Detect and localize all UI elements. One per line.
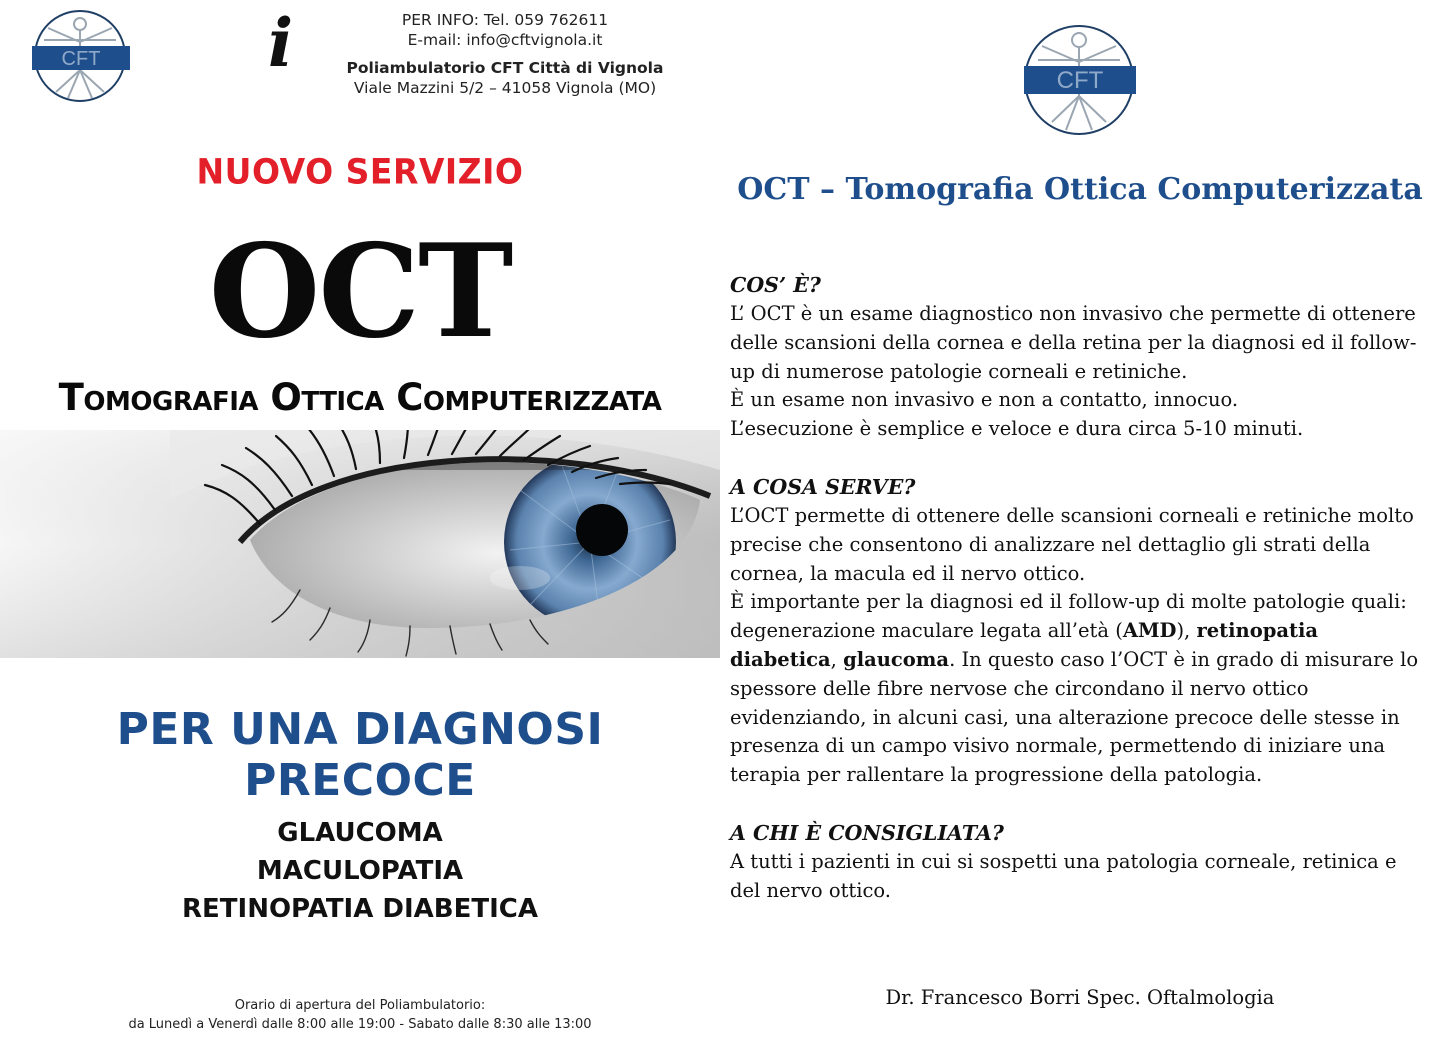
hours-detail: da Lunedì a Venerdì dalle 8:00 alle 19:00 - Sabato dalle 8:30 alle 13:00 [128,1017,592,1032]
section-text: È un esame non invasivo e non a contatto, innocuo. [730,388,1239,412]
info-icon: i [268,4,294,82]
logo-text: CFT [1056,67,1104,94]
section-heading: A CHI È CONSIGLIATA? [730,820,1004,845]
section-heading: A COSA SERVE? [730,474,916,499]
section-text: A tutti i pazienti in cui si sospetti una patologia corneale, retinica e del nervo ottico. [730,849,1397,902]
section-text: L’ OCT è un esame diagnostico non invasivo che permette di ottenere delle scansioni della cornea e della retina per la diagnosi ed il follow-up di numerose patologie corneali e retiniche. [730,302,1417,383]
email-line: E-mail: info@cftvignola.it [407,31,603,49]
oct-acronym: OCT [208,217,512,367]
phone-line: PER INFO: Tel. 059 762611 [401,11,609,29]
section-purpose [730,472,1430,790]
section-text: È importante per la diagnosi ed il follow-up di molte patologie quali: degenerazione maculare legata all’età (AMD), retinopatia diabetica, glaucoma. In questo caso l’OCT è in grado di misurare lo spessore delle fibre nervose che circondano il nervo ottico evidenziando, in alcuni casi, una alterazione precoce delle stesse in presenza di un campo visivo normale, permettendo di iniziare una terapia per rallentare la progressione della patologia. [730,590,1419,787]
doctor-signature: Dr. Francesco Borri Spec. Oftalmologia [885,986,1275,1009]
section-text: L’OCT permette di ottenere delle scansioni corneali e retiniche molto precise che consentono di analizzare nel dettaglio gli strati della cornea, la macula ed il nervo ottico. [730,503,1414,585]
cft-logo-icon [30,8,132,104]
logo-text: CFT [61,48,101,70]
article-body [730,270,1430,934]
article-title: OCT – Tomografia Ottica Computerizzata [737,172,1423,207]
section-what [730,270,1430,444]
hours-title: Orario di apertura del Poliambulatorio: [234,998,486,1013]
headline-early-diagnosis: PER UNA DIAGNOSI PRECOCE [116,704,604,806]
term-glaucoma: glaucoma [843,647,950,671]
term-retinopatia: retinopatia diabetica [730,619,1319,671]
section-text: L’esecuzione è semplice e veloce e dura circa 5-10 minuti. [730,417,1304,441]
oct-subtitle: Tomografia Ottica Computerizzata [58,376,662,419]
section-who [730,818,1430,906]
condition-item: GLAUCOMA [277,818,443,848]
condition-item: MACULOPATIA [256,856,464,886]
opening-hours [0,996,720,1034]
cft-logo-icon [1024,22,1136,138]
section-heading: COS’ È? [730,273,821,297]
address-line: Viale Mazzini 5/2 – 41058 Vignola (MO) [353,79,657,97]
organization-name: Poliambulatorio CFT Città di Vignola [346,59,664,77]
term-amd: AMD [1122,619,1177,643]
conditions-list [0,814,720,928]
eye-photo [0,430,720,658]
contact-block [330,10,680,98]
condition-item: RETINOPATIA DIABETICA [182,894,538,924]
new-service-label: NUOVO SERVIZIO [196,151,524,192]
